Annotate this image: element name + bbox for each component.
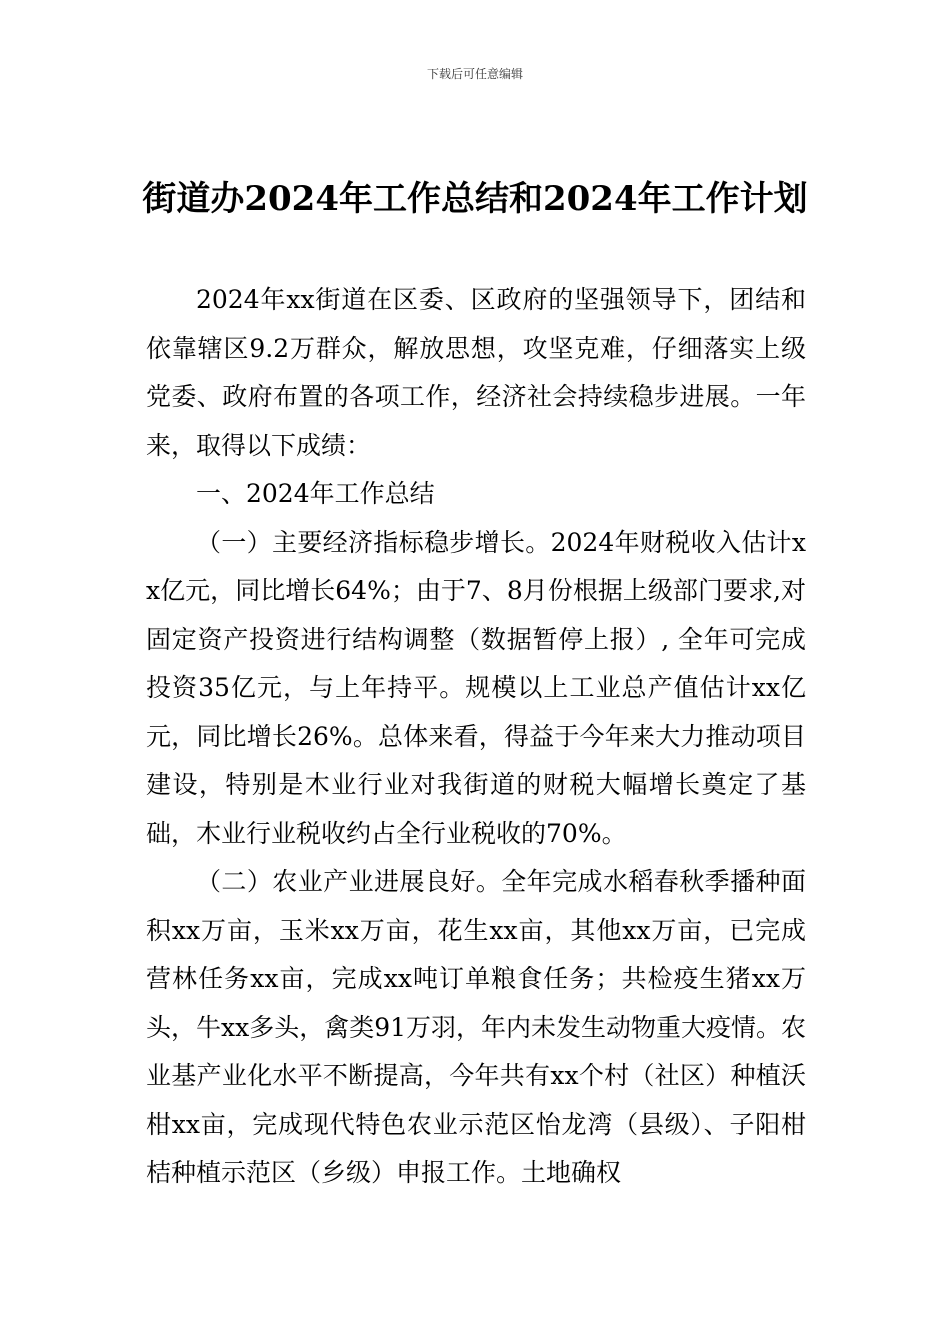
document-title: 街道办2024年工作总结和2024年工作计划 [142, 179, 808, 219]
paragraph-agriculture: （二）农业产业进展良好。全年完成水稻春秋季播种面积xx万亩，玉米xx万亩，花生xx亩，其他xx万亩，已完成营林任务xx亩，完成xx吨订单粮食任务；共检疫生猪xx万头，牛xx多头，禽类91万羽，年内未发生动物重大疫情。农业基产业化水平不断提高，今年共有xx个村（社区）种植沃柑xx亩，完成现代特色农业示范区怡龙湾（县级）、子阳柑桔种植示范区（乡级）申报工作。土地确权 [146, 867, 807, 1187]
document-body [146, 276, 806, 1198]
paragraph-intro: 2024年xx街道在区委、区政府的坚强领导下，团结和依靠辖区9.2万群众，解放思想，攻坚克难，仔细落实上级党委、政府布置的各项工作，经济社会持续稳步进展。一年来，取得以下成绩： [146, 285, 806, 460]
section-heading: 一、2024年工作总结 [196, 479, 435, 508]
paragraph-economy: （一）主要经济指标稳步增长。2024年财税收入估计xx亿元，同比增长64%；由于7、8月份根据上级部门要求,对固定资产投资进行结构调整（数据暂停上报）, 全年可完成投资35亿元，与上年持平。规模以上工业总产值估计xx亿元，同比增长26%。总体来看，得益于今年来大力推动项目建设，特别是木业行业对我街道的财税大幅增长奠定了基础，木业行业税收约占全行业税收的70%。 [146, 527, 806, 848]
header-note: 下载后可任意编辑 [426, 67, 523, 81]
